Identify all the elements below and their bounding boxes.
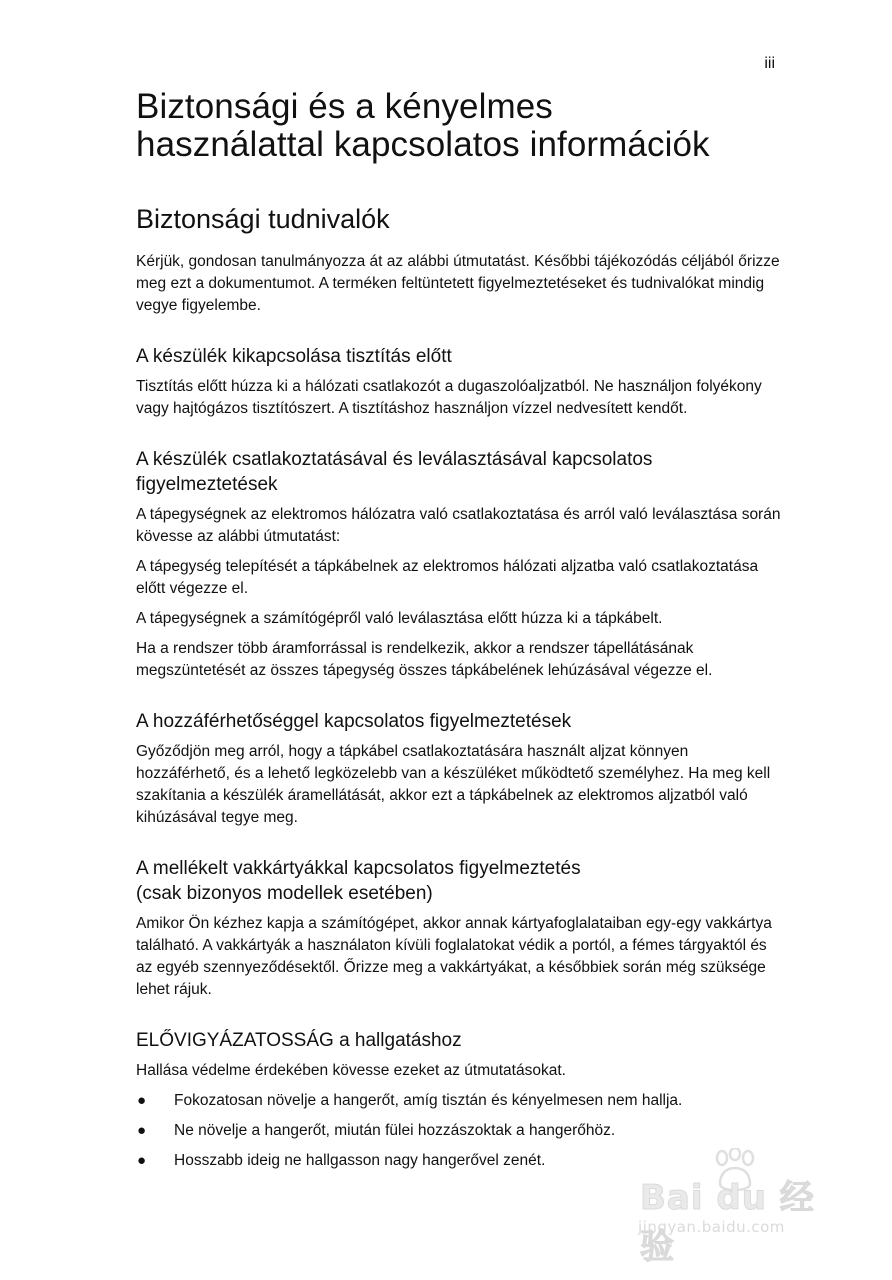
dummy-cards-heading [136,856,781,906]
cleaning-paragraph: Tisztítás előtt húzza ki a hálózati csatlakozót a dugaszolóaljzatból. Ne használjon folyékony vagy hajtógázos tisztítószert. A tisztításhoz használjon vízzel nedvesített kendőt. [136,378,762,417]
title-line-2: használattal kapcsolatos információk [136,125,710,164]
cleaning-block [136,344,781,420]
bullet-icon: ● [137,1092,147,1109]
document-body [136,88,781,1199]
cleaning-heading: A készülék kikapcsolása tisztítás előtt [136,346,452,367]
bullet-text: Ne növelje a hangerőt, miután fülei hozzászoktak a hangerőhöz. [174,1122,616,1139]
dummy-cards-heading-line-1: A mellékelt vakkártyákkal kapcsolatos figyelmeztetés [136,858,581,879]
bullet-icon: ● [137,1122,147,1139]
bullet-text: Hosszabb ideig ne hallgasson nagy hangerővel zenét. [174,1152,546,1169]
bullet-icon: ● [137,1152,147,1169]
connecting-paragraph: Ha a rendszer több áramforrással is rendelkezik, akkor a rendszer tápellátásának megszüntetését az összes tápegység összes tápkábelének lehúzásával végezze el. [136,640,713,679]
watermark-brand: Bai du 经验 [640,1178,815,1267]
connecting-paragraph: A tápegységnek az elektromos hálózatra való csatlakoztatása és arról való leválasztása során kövesse az alábbi útmutatást: [136,506,781,545]
title-line-1: Biztonsági és a kényelmes [136,87,553,126]
connecting-paragraph: A tápegység telepítését a tápkábelnek az elektromos hálózati aljzatba való csatlakoztatása előtt végezze el. [136,558,759,597]
connecting-heading-line-1: A készülék csatlakoztatásával és leválasztásával kapcsolatos [136,449,653,470]
accessibility-paragraph: Győződjön meg arról, hogy a tápkábel csatlakoztatására használt aljzat könnyen hozzáférhető, és a lehető legközelebb van a készüléket működtető személyhez. Ha meg kell szakítania a készülék áramellátását, akkor ezt a tápkábelnek az elektromos aljzatból való kihúzásával tegye meg. [136,743,771,826]
connecting-heading [136,447,781,497]
page-number: iii [764,55,775,72]
intro-paragraph: Kérjük, gondosan tanulmányozza át az alábbi útmutatást. Későbbi tájékozódás céljából őrizze meg ezt a dokumentumot. A terméken feltüntetett figyelmeztetéseket és tudnivalókat mindig vegye figyelembe. [136,253,780,314]
connecting-heading-line-2: figyelmeztetések [136,474,278,495]
listening-heading: ELŐVIGYÁZATOSSÁG a hallgatáshoz [136,1030,462,1051]
dummy-cards-paragraph: Amikor Ön kézhez kapja a számítógépet, akkor annak kártyafoglalataiban egy-egy vakkártya található. A vakkártyák a használaton kívüli foglalatokat védik a portól, a fémes tárgyaktól és az egyéb szennyeződésektől. Őrizze meg a vakkártyákat, a későbbiek során még szüksége lehet rájuk. [136,915,772,998]
listening-paragraph: Hallása védelme érdekében kövesse ezeket az útmutatásokat. [136,1062,566,1079]
intro-block [136,251,781,317]
bullet-text: Fokozatosan növelje a hangerőt, amíg tisztán és kényelmesen nem hallja. [174,1092,683,1109]
accessibility-block [136,709,781,829]
list-item [136,1090,781,1112]
dummy-cards-heading-line-2: (csak bizonyos modellek esetében) [136,883,433,904]
dummy-cards-block [136,856,781,1001]
section-title-safety: Biztonsági tudnivalók [136,204,390,234]
list-item [136,1120,781,1142]
connecting-block [136,447,781,682]
document-title [136,88,781,164]
accessibility-heading: A hozzáférhetőséggel kapcsolatos figyelmeztetések [136,711,572,732]
watermark-url: jingyan.baidu.com [638,1218,785,1236]
baidu-watermark [632,1148,842,1267]
connecting-paragraph: A tápegységnek a számítógépről való leválasztása előtt húzza ki a tápkábelt. [136,610,663,627]
